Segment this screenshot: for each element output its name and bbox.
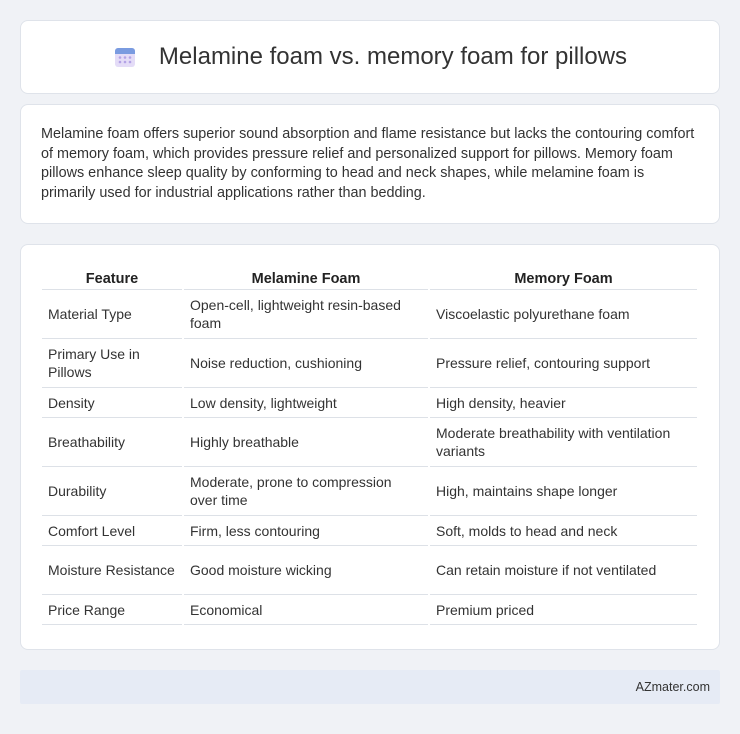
title-bar [21, 21, 719, 93]
melamine-cell: Good moisture wicking [184, 546, 428, 595]
memory-cell: Moderate breathability with ventilation variants [430, 418, 697, 467]
melamine-cell: Low density, lightweight [184, 388, 428, 418]
memory-cell: High, maintains shape longer [430, 467, 697, 516]
header-melamine-foam: Melamine Foam [184, 265, 428, 290]
feature-cell: Primary Use in Pillows [42, 339, 182, 388]
table-row [42, 516, 697, 546]
header-memory-foam: Memory Foam [430, 265, 697, 290]
feature-cell: Material Type [42, 290, 182, 339]
melamine-cell: Highly breathable [184, 418, 428, 467]
footer-bar [20, 670, 720, 704]
memory-cell: Pressure relief, contouring support [430, 339, 697, 388]
feature-cell: Price Range [42, 595, 182, 625]
title-card [20, 20, 720, 94]
melamine-cell: Open-cell, lightweight resin-based foam [184, 290, 428, 339]
feature-cell: Breathability [42, 418, 182, 467]
table-row [42, 339, 697, 388]
melamine-cell: Economical [184, 595, 428, 625]
summary-card [20, 104, 720, 224]
feature-cell: Durability [42, 467, 182, 516]
table-row [42, 388, 697, 418]
memory-cell: Can retain moisture if not ventilated [430, 546, 697, 595]
header-feature: Feature [42, 265, 182, 290]
calendar-icon [113, 45, 137, 69]
feature-cell: Density [42, 388, 182, 418]
feature-cell: Comfort Level [42, 516, 182, 546]
table-header-row [42, 265, 697, 290]
melamine-cell: Firm, less contouring [184, 516, 428, 546]
memory-cell: Premium priced [430, 595, 697, 625]
table-row [42, 418, 697, 467]
memory-cell: Soft, molds to head and neck [430, 516, 697, 546]
melamine-cell: Noise reduction, cushioning [184, 339, 428, 388]
feature-cell: Moisture Resistance [42, 546, 182, 595]
table-row [42, 290, 697, 339]
melamine-cell: Moderate, prone to compression over time [184, 467, 428, 516]
table-row [42, 467, 697, 516]
memory-cell: High density, heavier [430, 388, 697, 418]
table-row [42, 595, 697, 625]
summary-paragraph: Melamine foam offers superior sound absorption and flame resistance but lacks the contouring comfort of memory foam, which provides pressure relief and personalized support for pillows. Memory foam pillows enhance sleep quality by conforming to head and neck shapes, while melamine foam is primarily used for industrial applications rather than bedding. [41, 126, 695, 201]
page-title: Melamine foam vs. memory foam for pillows [158, 43, 628, 70]
table-row [42, 546, 697, 595]
memory-cell: Viscoelastic polyurethane foam [430, 290, 697, 339]
footer-site-label: AZmater.com [635, 680, 710, 694]
comparison-card [20, 244, 720, 650]
comparison-table [40, 265, 699, 625]
